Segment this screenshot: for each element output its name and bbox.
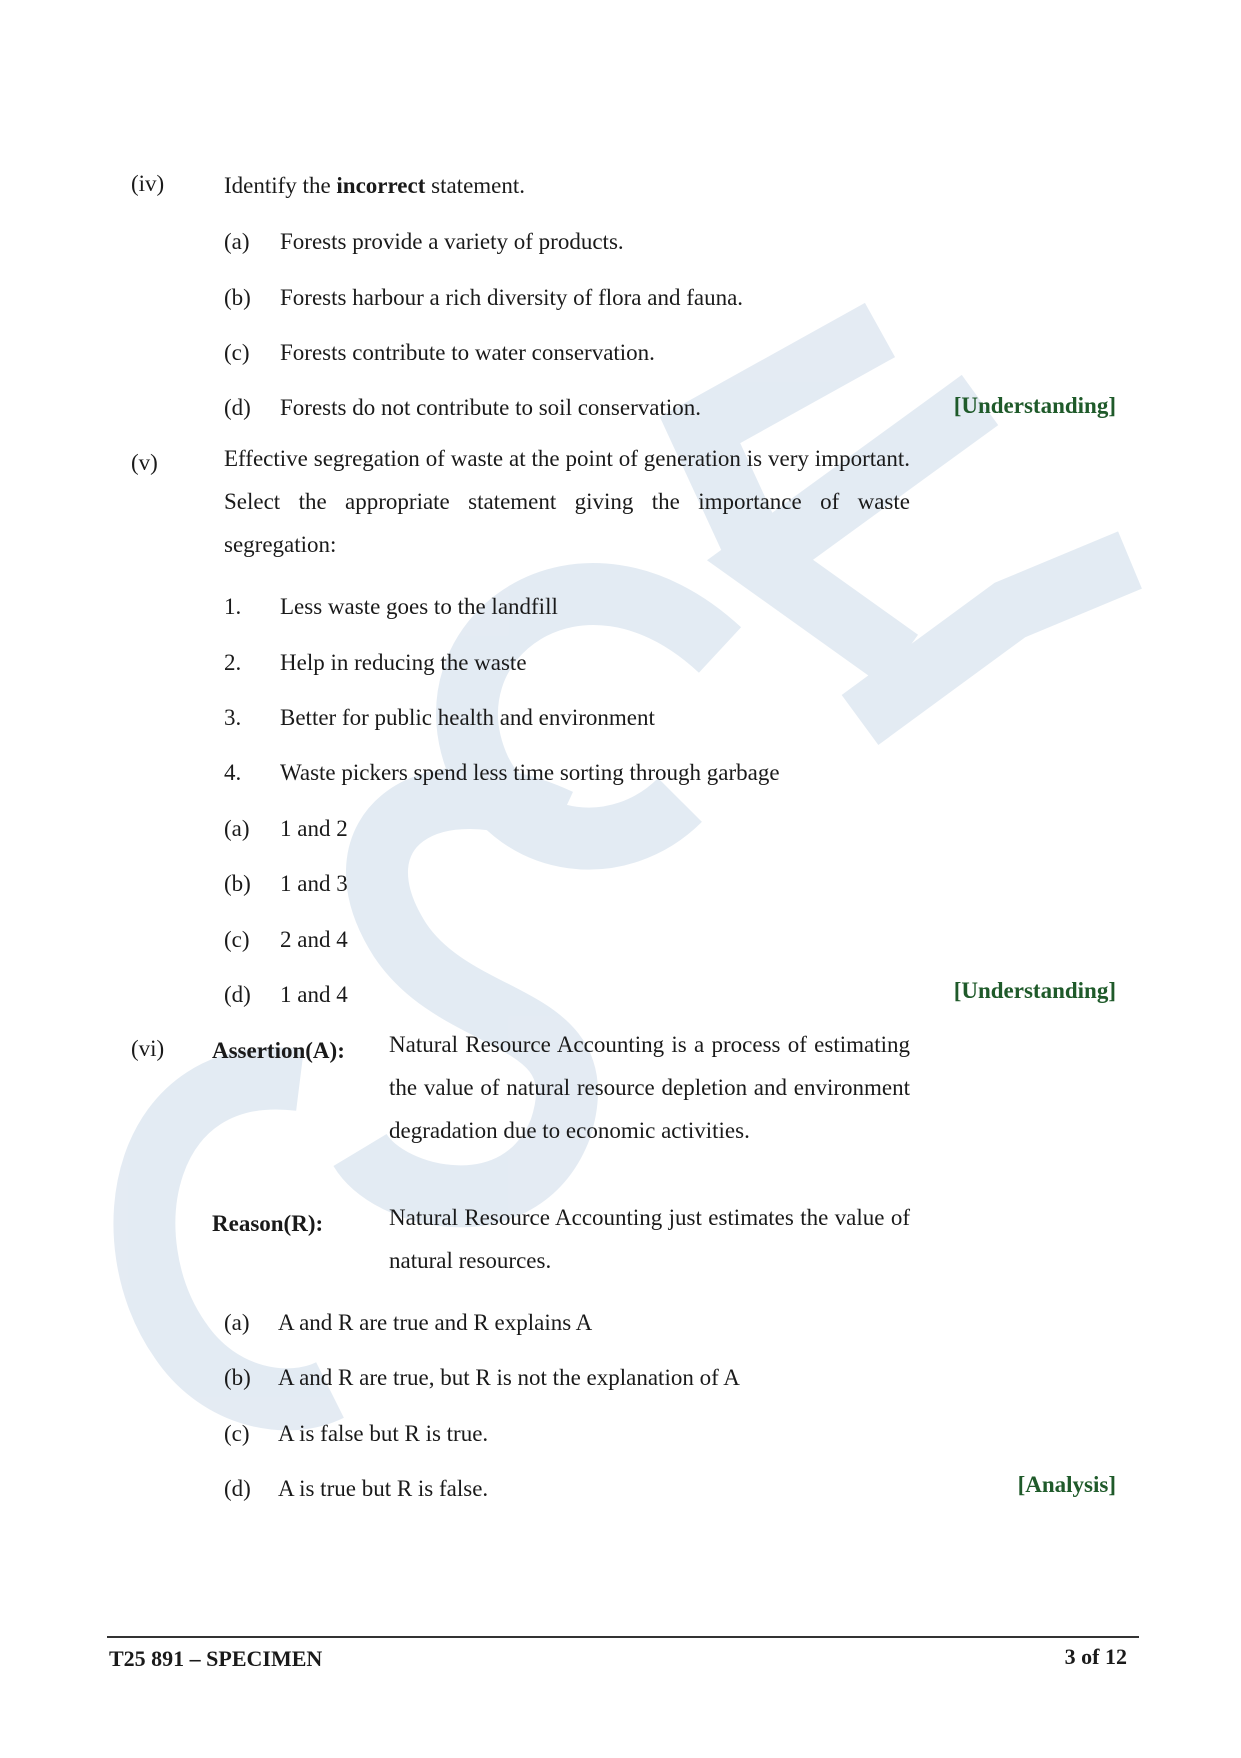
- cognitive-level-tag: [Understanding]: [953, 978, 1116, 1003]
- option-text: A is true but R is false.: [278, 1476, 489, 1501]
- option-label: (a): [224, 1310, 250, 1335]
- option-text: 2 and 4: [280, 927, 348, 952]
- assertion-label: Assertion(A):: [212, 1038, 345, 1063]
- question-number: (iv): [131, 171, 165, 196]
- option-label: (d): [224, 982, 251, 1007]
- option-label: (d): [224, 395, 251, 420]
- question-stem: Effective segregation of waste at the point of generation is very important. Select the appropriate statement giving the importance of waste segregation:: [224, 446, 910, 557]
- option-label: (b): [224, 1365, 251, 1390]
- question-number: (v): [131, 450, 158, 475]
- question-number: (vi): [131, 1036, 165, 1061]
- option-label: (b): [224, 285, 251, 310]
- option-label: (c): [224, 1421, 250, 1446]
- statement-label: 3.: [224, 705, 242, 730]
- page-number: 3 of 12: [1064, 1644, 1127, 1669]
- statement-text: Less waste goes to the landfill: [280, 594, 558, 619]
- option-text: Forests harbour a rich diversity of flora and fauna.: [280, 285, 744, 310]
- paper-code: T25 891 – SPECIMEN: [109, 1646, 323, 1671]
- option-text: Forests do not contribute to soil conservation.: [280, 395, 701, 420]
- reason-label: Reason(R):: [212, 1211, 324, 1236]
- option-text: Forests contribute to water conservation.: [280, 340, 655, 365]
- assertion-text: Natural Resource Accounting is a process of estimating the value of natural resource depletion and environment degradation due to economic activities.: [389, 1032, 910, 1143]
- cognitive-level-tag: [Understanding]: [953, 393, 1116, 418]
- option-text: A is false but R is true.: [278, 1421, 489, 1446]
- statement-label: 1.: [224, 594, 242, 619]
- statement-label: 4.: [224, 760, 242, 785]
- option-label: (c): [224, 927, 250, 952]
- statement-label: 2.: [224, 650, 242, 675]
- question-stem: Identify the incorrect statement.: [224, 173, 526, 198]
- option-text: A and R are true, but R is not the explanation of A: [278, 1365, 740, 1390]
- option-text: A and R are true and R explains A: [278, 1310, 593, 1335]
- option-label: (d): [224, 1476, 251, 1501]
- cognitive-level-tag: [Analysis]: [1017, 1472, 1116, 1497]
- option-label: (a): [224, 229, 250, 254]
- statement-text: Better for public health and environment: [280, 705, 655, 730]
- footer-divider: [107, 1636, 1139, 1638]
- option-text: 1 and 3: [280, 871, 348, 896]
- option-text: Forests provide a variety of products.: [280, 229, 624, 254]
- option-label: (c): [224, 340, 250, 365]
- statement-text: Waste pickers spend less time sorting through garbage: [280, 760, 780, 785]
- statement-text: Help in reducing the waste: [280, 650, 527, 675]
- option-label: (b): [224, 871, 251, 896]
- reason-text: Natural Resource Accounting just estimates the value of natural resources.: [389, 1205, 910, 1273]
- option-label: (a): [224, 816, 250, 841]
- option-text: 1 and 2: [280, 816, 348, 841]
- option-text: 1 and 4: [280, 982, 348, 1007]
